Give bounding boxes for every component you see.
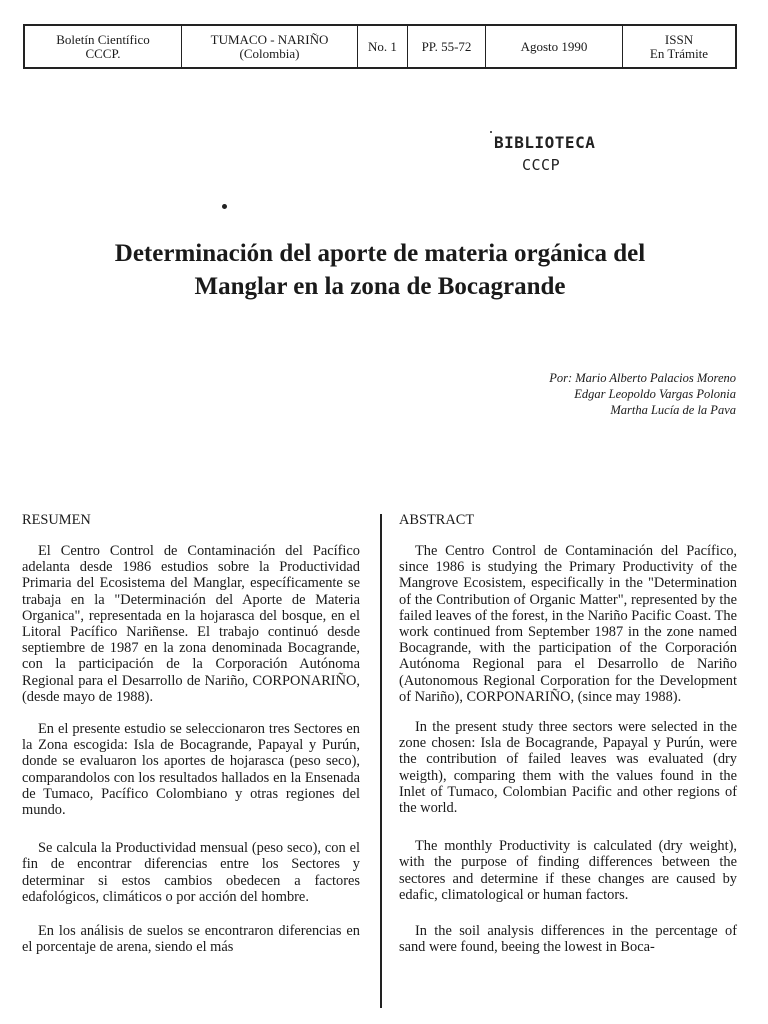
publication-date: Agosto 1990 — [520, 38, 588, 54]
title-line-2: Manglar en la zona de Bocagrande — [194, 273, 566, 300]
issn-label: ISSN — [664, 31, 694, 47]
resumen-heading: RESUMEN — [22, 512, 91, 528]
library-stamp — [494, 132, 595, 176]
journal-header-table — [23, 24, 737, 69]
abstract-column — [399, 511, 737, 971]
issn-cell — [623, 26, 735, 67]
resumen-paragraph: El Centro Control de Contaminación del Pacífico adelanta desde 1986 estudios sobre la Productividad Primaria del Ecosistema del Manglar, específicamente se trabaja en la "Determinación del Aporte de Materia Organica", representada en la hojarasca del bosque, en el Litoral Pacífico Nariñense. El trabajo continuó desde septiembre de 1987 en la zona denominada Bocagrande, con la participación de la Corporación Autónoma Regional para el Desarrollo de Nariño, CORPONARIÑO, (desde mayo de 1988). — [22, 543, 360, 705]
date-cell — [486, 26, 623, 67]
issue-number-cell — [358, 26, 408, 67]
issue-number: No. 1 — [368, 38, 397, 54]
abstract-paragraph: The monthly Productivity is calculated (dry weight), with the purpose of finding differences between the sectores and determine if these changes are caused by edafic, climatological or human factors. — [399, 838, 737, 903]
article-title — [40, 237, 720, 303]
journal-name-cell — [25, 26, 182, 67]
stamp-line-cccp: CCCP — [522, 156, 561, 174]
abstract-paragraph: In the present study three sectors were selected in the zone chosen: Isla de Bocagrande, Papayal y Purún, were the contribution of failed leaves was evaluated (dry weigth), comparing them with the values found in the Inlet of Tumaco, Colombian Pacific and other regions of the world. — [399, 719, 737, 817]
place-cell — [182, 26, 358, 67]
scan-speck — [222, 204, 227, 209]
resumen-paragraph: Se calcula la Productividad mensual (peso seco), con el fin de encontrar diferencias entre los Sectores y determinar si estos cambios obedecen a factores edafológicos, climáticos o por acción del hombre. — [22, 840, 360, 905]
abstract-paragraph: In the soil analysis differences in the percentage of sand were found, beeing the lowest in Boca- — [399, 923, 737, 956]
pages-cell — [408, 26, 486, 67]
abstract-paragraph: The Centro Control de Contaminación del Pacífico, since 1986 is studying the Primary Productivity of the Mangrove Ecosistem, especifically in the "Determination of the Contribution of Organic Matter", represented by the failed leaves of the forest, in the Nariño Pacific Coast. The work continued from September 1987 in the zone named Bocagrande, with the participation of the Corporación Autónoma Regional para el Desarrollo de Nariño (Autonomous Regional Corporation for the Development of Nariño), CORPONARIÑO, (since may 1988). — [399, 543, 737, 705]
resumen-paragraph: En el presente estudio se seleccionaron tres Sectores en la Zona escogida: Isla de Bocagrande, Papayal y Purún, donde se evaluaron los aportes de hojarasca (peso seco), comparandolos con los resultados hallados en la Ensenada de Tumaco, Pacífico Colombiano y otras regiones del mundo. — [22, 721, 360, 819]
author-line-2: Edgar Leopoldo Vargas Polonia — [574, 387, 736, 401]
journal-abbrev: CCCP. — [85, 45, 121, 61]
page-range: PP. 55-72 — [421, 38, 472, 54]
title-line-1: Determinación del aporte de materia orgánica del — [114, 240, 646, 267]
place-country: (Colombia) — [239, 45, 300, 61]
column-divider — [380, 514, 382, 1008]
stamp-line-biblioteca: BIBLIOTECA — [494, 133, 596, 152]
scan-speck — [490, 131, 492, 133]
issn-status: En Trámite — [649, 45, 709, 61]
author-line-3: Martha Lucía de la Pava — [610, 403, 736, 417]
author-list — [549, 370, 736, 418]
author-line-1: Por: Mario Alberto Palacios Moreno — [549, 371, 736, 385]
resumen-column — [22, 511, 360, 971]
place-city: TUMACO - NARIÑO — [210, 31, 329, 47]
journal-name: Boletín Científico — [56, 31, 150, 47]
resumen-paragraph: En los análisis de suelos se encontraron diferencias en el porcentaje de arena, siendo el más — [22, 923, 360, 956]
abstract-heading: ABSTRACT — [399, 512, 475, 528]
